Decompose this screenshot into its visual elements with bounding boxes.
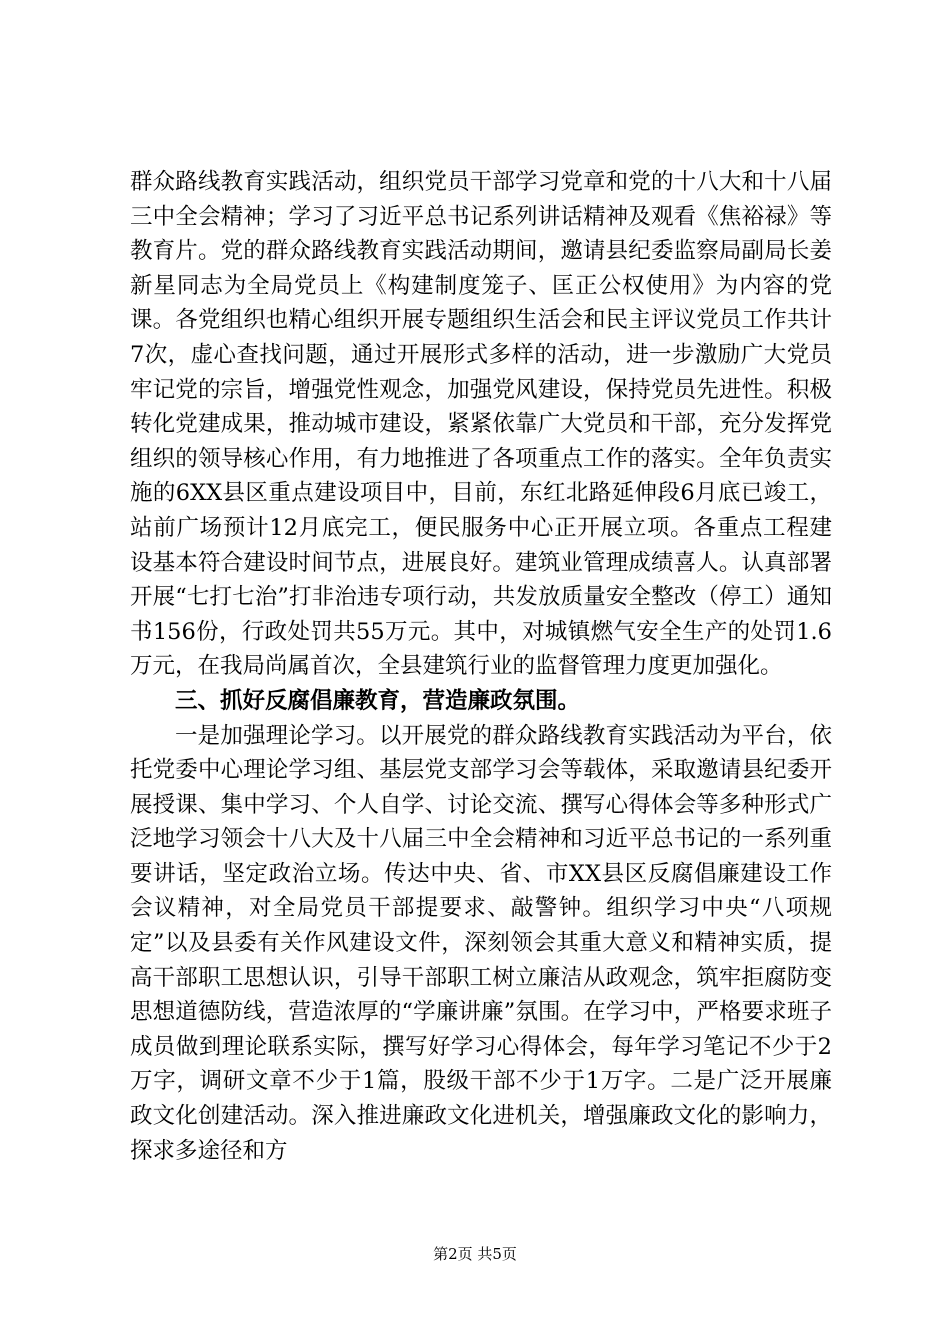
page-footer: 第2页 共5页 — [433, 1245, 517, 1263]
body-paragraph-continued: 群众路线教育实践活动，组织党员干部学习党章和党的十八大和十八届三中全会精神；学习了习近平总书记系列讲话精神及观看《焦裕禄》等教育片。党的群众路线教育实践活动期间，邀请县纪委监察局副局长姜新星同志为全局党员上《构建制度笼子、匡正公权使用》为内容的党课。各党组织也精心组织开展专题组织生活会和民主评议党员工作共计7次，虚心查找问题，通过开展形式多样的活动，进一步激励广大党员牢记党的宗旨，增强党性观念，加强党风建设，保持党员先进性。积极转化党建成果，推动城市建设，紧紧依靠广大党员和干部，充分发挥党组织的领导核心作用，有力地推进了各项重点工作的落实。全年负责实施的6XX县区重点建设项目中，目前，东红北路延伸段6月底已竣工，站前广场预计12月底完工，便民服务中心正开展立项。各重点工程建设基本符合建设时间节点，进展良好。建筑业管理成绩喜人。认真部署开展“七打七治”打非治违专项行动，共发放质量安全整改（停工）通知书156份，行政处罚共55万元。其中，对城镇燃气安全生产的处罚1.6万元，在我局尚属首次，全县建筑行业的监督管理力度更加强化。 — [130, 169, 832, 680]
document-body — [130, 165, 832, 1168]
section-heading: 三、抓好反腐倡廉教育，营造廉政氛围。 — [175, 687, 581, 714]
body-paragraph: 一是加强理论学习。以开展党的群众路线教育实践活动为平台，依托党委中心理论学习组、基层党支部学习会等载体，采取邀请县纪委开展授课、集中学习、个人自学、讨论交流、撰写心得体会等多种形式广泛地学习领会十八大及十八届三中全会精神和习近平总书记的一系列重要讲话，坚定政治立场。传达中央、省、市XX县区反腐倡廉建设工作会议精神，对全局党员干部提要求、敲警钟。组织学习中央“八项规定”以及县委有关作风建设文件，深刻领会其重大意义和精神实质，提高干部职工思想认识，引导干部职工树立廉洁从政观念，筑牢拒腐防变思想道德防线，营造浓厚的“学廉讲廉”氛围。在学习中，严格要求班子成员做到理论联系实际，撰写好学习心得体会，每年学习笔记不少于2万字，调研文章不少于1篇，股级干部不少于1万字。二是广泛开展廉政文化创建活动。深入推进廉政文化进机关，增强廉政文化的影响力，探求多途径和方 — [130, 722, 832, 1164]
